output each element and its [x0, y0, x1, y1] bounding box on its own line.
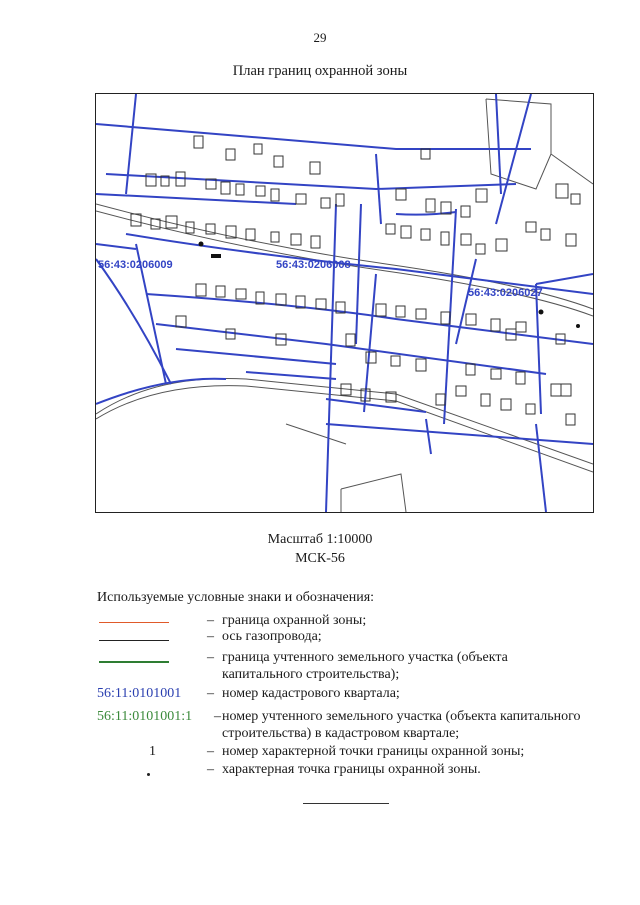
- characteristic-point-dot-icon: [147, 773, 150, 776]
- cadastral-label-2: 56:43:0206008: [276, 259, 351, 271]
- legend-heading: Используемые условные знаки и обозначения:: [97, 590, 375, 605]
- cadastral-map: [95, 93, 594, 513]
- legend-dash: –: [207, 650, 214, 665]
- land-plot-code: 56:11:0101001:1: [97, 709, 193, 724]
- document-title: План границ охранной зоны: [232, 63, 408, 79]
- pipeline-axis-line-symbol: [99, 640, 169, 641]
- end-divider: [303, 803, 389, 804]
- protection-zone-line-symbol: [99, 622, 169, 623]
- cadastral-label-1: 56:43:0206009: [98, 259, 173, 271]
- legend-desc: граница учтенного земельного участка (объекта капитального строительства);: [222, 650, 508, 682]
- map-scale: [0, 530, 640, 568]
- legend-dash: –: [214, 709, 221, 724]
- scale-text: Масштаб 1:10000: [267, 532, 373, 547]
- legend-dash: –: [207, 744, 214, 759]
- land-plot-boundary-line-symbol: [99, 661, 169, 663]
- cadastral-label-3: 56:43:0206027: [468, 287, 543, 299]
- point-number-symbol: 1: [149, 744, 156, 759]
- legend-desc: ось газопровода;: [222, 629, 322, 644]
- legend-desc: граница охранной зоны;: [222, 613, 367, 628]
- legend-dash: –: [207, 762, 214, 777]
- legend-desc: номер учтенного земельного участка (объекта капитального строительства) в кадастровом квартале;: [222, 709, 581, 741]
- legend-desc: характерная точка границы охранной зоны.: [222, 762, 481, 777]
- legend-desc: номер характерной точки границы охранной зоны;: [222, 744, 525, 759]
- page-number: 29: [313, 30, 327, 45]
- legend-dash: –: [207, 629, 214, 644]
- cadastral-quarter-code: 56:11:0101001: [97, 686, 182, 701]
- legend-dash: –: [207, 686, 214, 701]
- legend-dash: –: [207, 613, 214, 628]
- legend-desc: номер кадастрового квартала;: [222, 686, 400, 701]
- coordinate-system: МСК-56: [295, 551, 345, 566]
